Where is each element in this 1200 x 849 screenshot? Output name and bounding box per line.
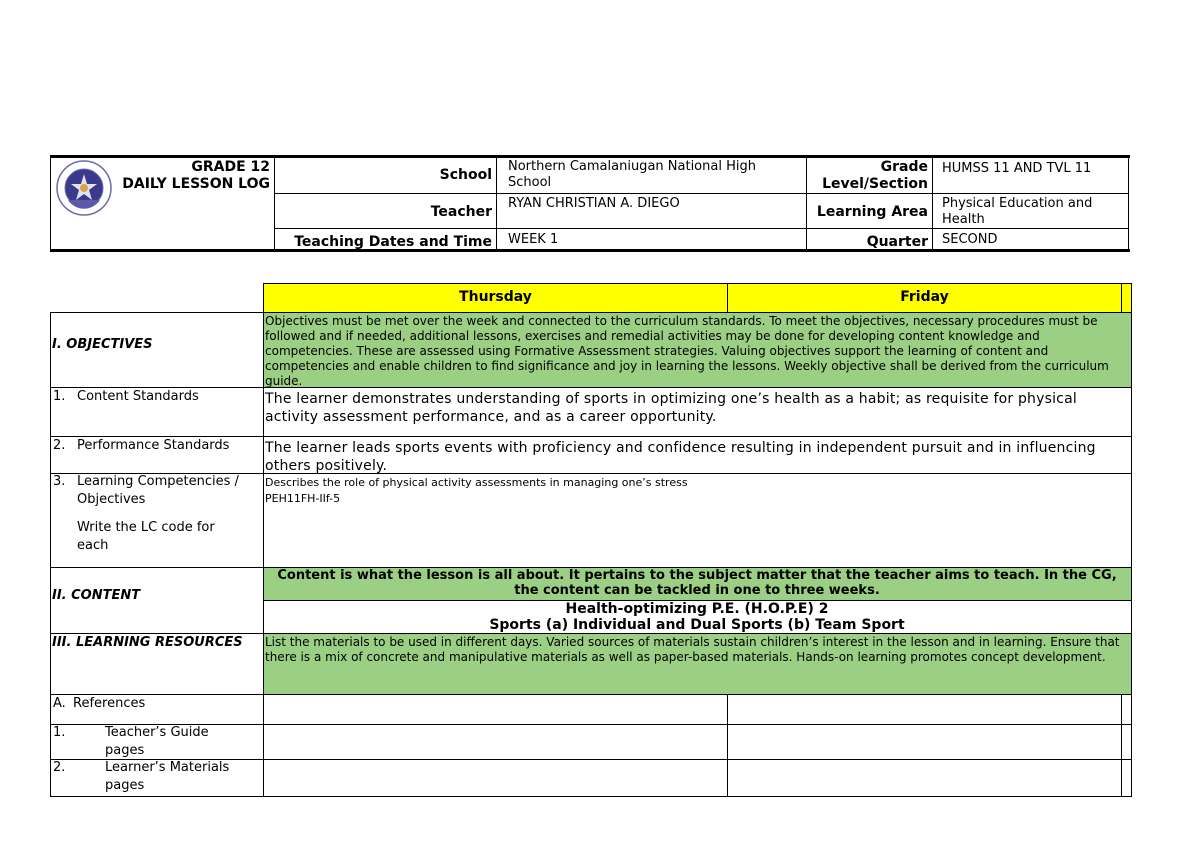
- school-value: Northern Camalaniugan National High School: [508, 159, 756, 190]
- grade-value: HUMSS 11 AND TVL 11: [942, 161, 1092, 176]
- competency-description: Describes the role of physical activity assessments in managing one’s stress: [265, 476, 688, 489]
- competencies-content: [264, 475, 1130, 565]
- competencies-number: 3.: [53, 474, 66, 489]
- learners-materials-label: [51, 759, 262, 796]
- learners-materials-number: 2.: [53, 760, 66, 775]
- lesson-log-table: [50, 283, 1132, 797]
- teachers-guide-number: 1.: [53, 725, 66, 740]
- teachers-guide-thursday-cell[interactable]: [264, 725, 727, 759]
- content-topic-line1: Health-optimizing P.E. (H.O.P.E) 2: [565, 601, 829, 617]
- references-friday-cell[interactable]: [728, 695, 1121, 724]
- references-thursday-cell[interactable]: [264, 695, 727, 724]
- header-table: [50, 155, 1130, 252]
- competencies-label-text: Learning Competencies / Objectives: [77, 474, 239, 507]
- school-label: School: [439, 167, 492, 183]
- content-topic-line2: Sports (a) Individual and Dual Sports (b) Team Sport: [489, 617, 905, 633]
- learning-area-value: Physical Education and Health: [942, 196, 1093, 227]
- competencies-label: [51, 473, 262, 567]
- dll-doc-title: DAILY LESSON LOG: [122, 176, 270, 192]
- learners-materials-friday-cell[interactable]: [728, 760, 1121, 796]
- teaching-dates-value: WEEK 1: [508, 232, 559, 247]
- objectives-description: Objectives must be met over the week and connected to the curriculum standards. To meet the objectives, necessary procedures must be followed and if needed, additional lessons, exercises and remedial activities may be done for developing content knowledge and competencies. These are assessed using Formative Assessment strategies. Valuing objectives support the learning of content and competencies and enable children to find significance and joy in learning the lessons. Weekly objective shall be derived from the curriculum guide.: [265, 314, 1109, 387]
- resources-description: List the materials to be used in different days. Varied sources of materials sustain children’s interest in the lesson and in learning. Ensure that there is a mix of concrete and manipulative materials as well as paper-based materials. Hands-on learning promotes concept development.: [265, 635, 1120, 664]
- learners-materials-thursday-cell[interactable]: [264, 760, 727, 796]
- objectives-section-label: I. OBJECTIVES: [52, 337, 153, 352]
- quarter-label: Quarter: [866, 234, 928, 250]
- performance-standards-number: 2.: [53, 438, 66, 453]
- content-topic: [264, 601, 1130, 633]
- teacher-value: RYAN CHRISTIAN A. DIEGO: [508, 196, 680, 211]
- content-standards-number: 1.: [53, 389, 66, 404]
- quarter-value: SECOND: [942, 232, 998, 247]
- references-label: [51, 694, 262, 724]
- resources-section-label: III. LEARNING RESOURCES: [52, 635, 243, 650]
- day-header-friday: Friday: [900, 289, 949, 305]
- content-standards-label-text: Content Standards: [77, 389, 199, 404]
- day-header-thursday: Thursday: [459, 289, 532, 305]
- teaching-dates-label: Teaching Dates and Time: [294, 234, 492, 250]
- teachers-guide-friday-cell[interactable]: [728, 725, 1121, 759]
- content-section-label: II. CONTENT: [52, 588, 141, 603]
- competencies-sub-label: Write the LC code for each: [77, 520, 215, 553]
- performance-standards-text: The learner leads sports events with proficiency and confidence resulting in independent pursuit and in influencing others positively.: [265, 440, 1096, 473]
- references-label-text: References: [73, 696, 146, 711]
- learning-area-label: Learning Area: [816, 204, 928, 220]
- references-number: A.: [53, 696, 66, 711]
- content-description: Content is what the lesson is all about. It pertains to the subject matter that the teacher aims to teach. In the CG, the content can be tackled in one to three weeks.: [277, 568, 1117, 598]
- grade-label-line1: Grade: [880, 159, 928, 175]
- teachers-guide-label: [51, 724, 262, 759]
- teachers-guide-label-text: Teacher’s Guide pages: [105, 725, 209, 758]
- content-standards-text: The learner demonstrates understanding of sports in optimizing one’s health as a habit; as requisite for physical activity assessment performance, and as a career opportunity.: [265, 391, 1077, 425]
- performance-standards-label-text: Performance Standards: [77, 438, 230, 453]
- competency-code: PEH11FH-IIf-5: [265, 492, 341, 505]
- content-standards-label: [51, 387, 262, 436]
- performance-standards-label: [51, 436, 262, 473]
- grade-label-line2: Level/Section: [822, 176, 928, 192]
- learners-materials-label-text: Learner’s Materials pages: [105, 760, 230, 793]
- dll-grade-title: GRADE 12: [191, 159, 270, 175]
- teacher-label: Teacher: [430, 204, 492, 220]
